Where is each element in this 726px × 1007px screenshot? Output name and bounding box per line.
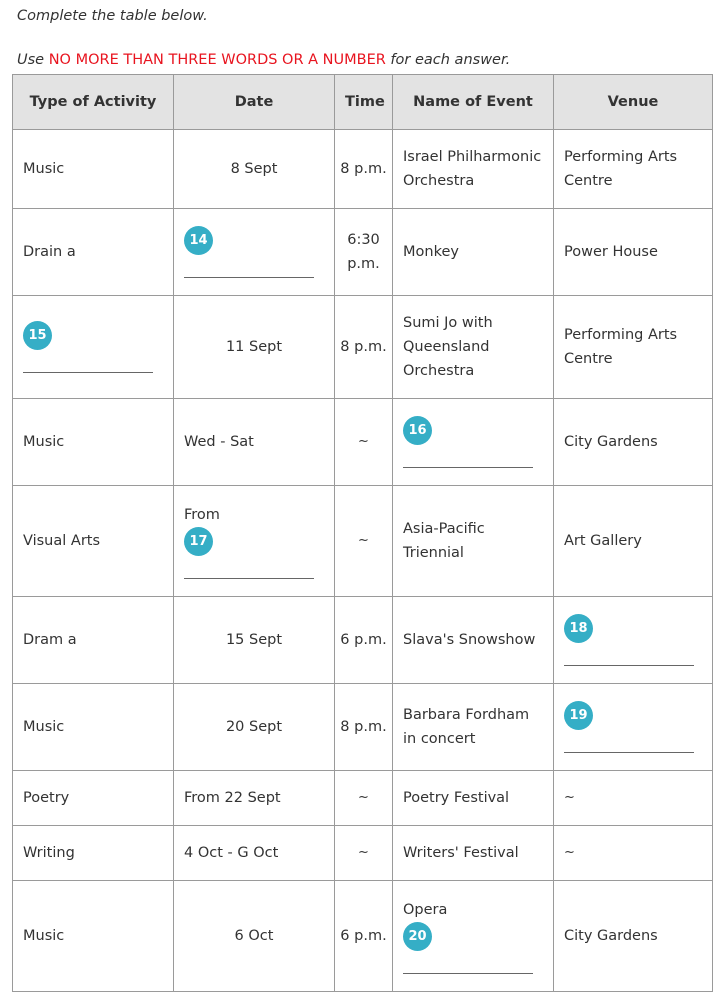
table-row [13, 771, 713, 826]
venue-cell: City Gardens [554, 399, 713, 486]
instruction-emphasis: NO MORE THAN THREE WORDS OR A NUMBER [48, 52, 386, 68]
date-cell: 4 Oct - G Oct [174, 826, 335, 881]
venue-cell: Art Gallery [554, 486, 713, 597]
time-cell: ~ [335, 486, 393, 597]
time-cell: 8 p.m. [335, 130, 393, 209]
question-badge-15: 15 [23, 321, 52, 350]
header-time: Time [335, 75, 393, 130]
answer-blank-18[interactable] [564, 665, 694, 666]
table-row [13, 296, 713, 399]
activity-cell: Writing [13, 826, 174, 881]
header-type-of-activity: Type of Activity [13, 75, 174, 130]
table-row [13, 597, 713, 684]
table-row [13, 399, 713, 486]
event-cell [393, 399, 554, 486]
activity-cell: Music [13, 399, 174, 486]
table-row [13, 486, 713, 597]
date-cell: Wed - Sat [174, 399, 335, 486]
activity-cell: Dram a [13, 597, 174, 684]
event-cell: Slava's Snowshow [393, 597, 554, 684]
venue-cell: ~ [554, 771, 713, 826]
question-badge-20: 20 [403, 922, 432, 951]
header-date: Date [174, 75, 335, 130]
table-header-row [13, 75, 713, 130]
time-cell: 8 p.m. [335, 296, 393, 399]
instruction-suffix: for each answer. [385, 52, 511, 68]
question-badge-18: 18 [564, 614, 593, 643]
time-cell: ~ [335, 399, 393, 486]
date-prefix: From [184, 507, 220, 523]
event-cell: Monkey [393, 209, 554, 296]
activity-cell: Music [13, 130, 174, 209]
time-cell: 6:30 p.m. [335, 209, 393, 296]
table-row [13, 826, 713, 881]
question-badge-19: 19 [564, 701, 593, 730]
event-prefix: Opera [403, 902, 448, 918]
date-cell: 8 Sept [174, 130, 335, 209]
venue-cell: City Gardens [554, 881, 713, 992]
activity-cell: Poetry [13, 771, 174, 826]
time-cell: 8 p.m. [335, 684, 393, 771]
instruction-line-2 [17, 52, 510, 68]
question-badge-16: 16 [403, 416, 432, 445]
event-cell [393, 881, 554, 992]
event-cell: Asia-Pacific Triennial [393, 486, 554, 597]
activity-cell: Drain a [13, 209, 174, 296]
event-cell: Poetry Festival [393, 771, 554, 826]
venue-cell: Performing Arts Centre [554, 130, 713, 209]
table-row [13, 881, 713, 992]
answer-blank-17[interactable] [184, 578, 314, 579]
table-row [13, 684, 713, 771]
venue-cell [554, 684, 713, 771]
activity-cell: Music [13, 684, 174, 771]
date-cell: 6 Oct [174, 881, 335, 992]
activity-cell: Music [13, 881, 174, 992]
question-badge-14: 14 [184, 226, 213, 255]
date-cell [174, 209, 335, 296]
instruction-line-1: Complete the table below. [17, 8, 208, 24]
instruction-prefix: Use [17, 52, 49, 68]
events-table [12, 74, 713, 992]
time-cell: ~ [335, 771, 393, 826]
date-cell: 20 Sept [174, 684, 335, 771]
time-cell: ~ [335, 826, 393, 881]
event-cell: Barbara Fordham in concert [393, 684, 554, 771]
venue-cell: ~ [554, 826, 713, 881]
question-badge-17: 17 [184, 527, 213, 556]
answer-blank-20[interactable] [403, 973, 533, 974]
venue-cell: Power House [554, 209, 713, 296]
date-cell [174, 486, 335, 597]
table-row [13, 209, 713, 296]
activity-cell: Visual Arts [13, 486, 174, 597]
activity-cell [13, 296, 174, 399]
header-name-of-event: Name of Event [393, 75, 554, 130]
time-cell: 6 p.m. [335, 597, 393, 684]
event-cell: Writers' Festival [393, 826, 554, 881]
answer-blank-16[interactable] [403, 467, 533, 468]
answer-blank-14[interactable] [184, 277, 314, 278]
date-cell: From 22 Sept [174, 771, 335, 826]
date-cell: 11 Sept [174, 296, 335, 399]
table-row [13, 130, 713, 209]
answer-blank-15[interactable] [23, 372, 153, 373]
header-venue: Venue [554, 75, 713, 130]
date-cell: 15 Sept [174, 597, 335, 684]
time-cell: 6 p.m. [335, 881, 393, 992]
answer-blank-19[interactable] [564, 752, 694, 753]
event-cell: Sumi Jo with Queensland Orchestra [393, 296, 554, 399]
venue-cell: Performing Arts Centre [554, 296, 713, 399]
venue-cell [554, 597, 713, 684]
event-cell: Israel Philharmonic Orchestra [393, 130, 554, 209]
